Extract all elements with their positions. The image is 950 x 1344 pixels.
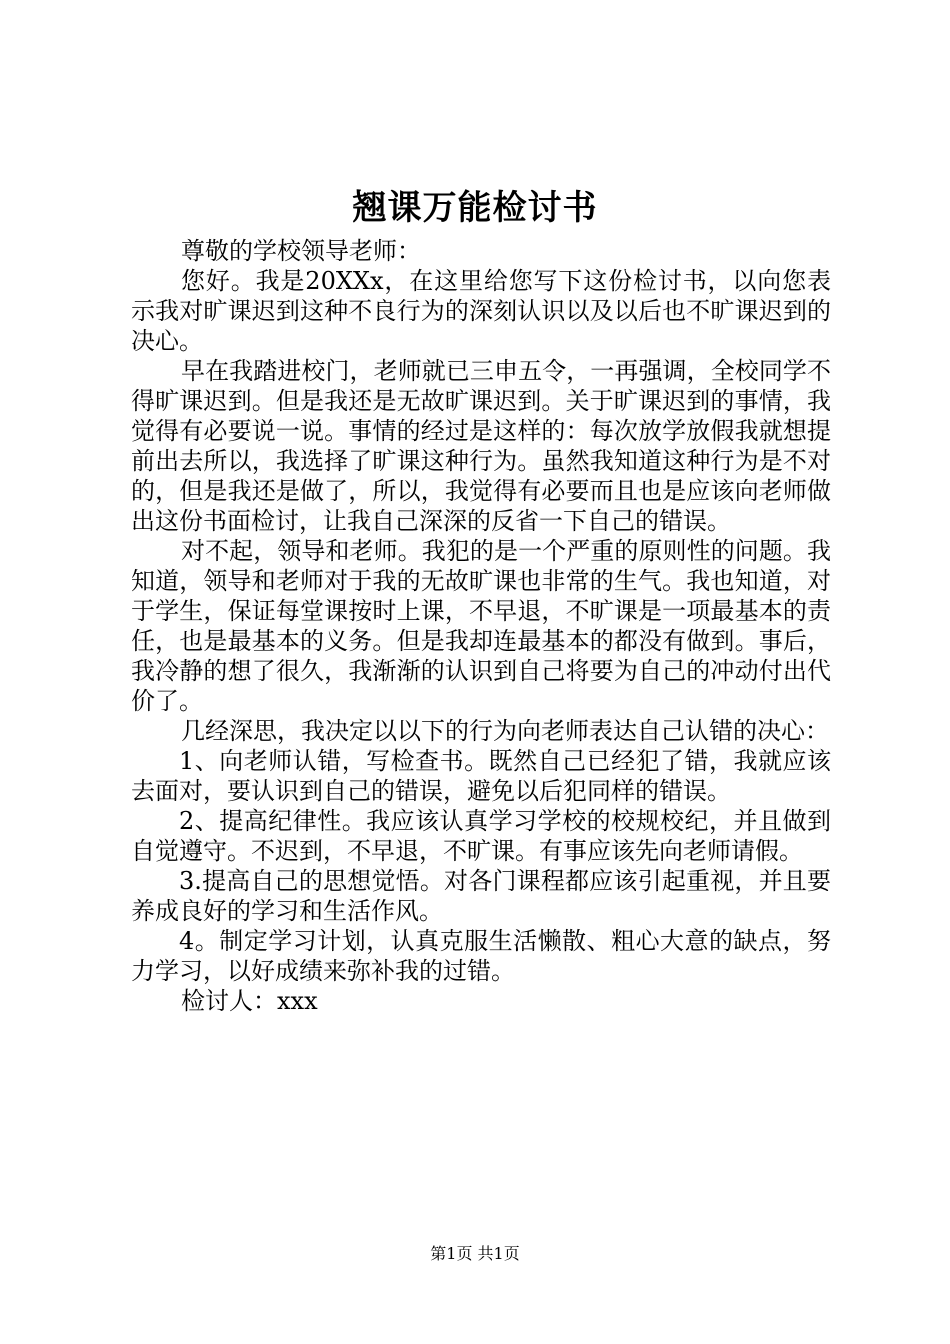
signature: 检讨人：xxx: [181, 987, 318, 1015]
list-item: 2、提高纪律性。我应该认真学习学校的校规校纪，并且做到自觉遵守。不迟到，不早退，不旷课。有事应该先向老师请假。: [131, 807, 831, 865]
list-item: 3.提高自己的思想觉悟。对各门课程都应该引起重视，并且要养成良好的学习和生活作风。: [131, 867, 831, 925]
document-body: [131, 236, 831, 1016]
paragraph-background: 早在我踏进校门，老师就已三申五令，一再强调，全校同学不得旷课迟到。但是我还是无故旷课迟到。关于旷课迟到的事情，我觉得有必要说一说。事情的经过是这样的：每次放学放假我就想提前出去所以，我选择了旷课这种行为。虽然我知道这种行为是不对的，但是我还是做了，所以，我觉得有必要而且也是应该向老师做出这份书面检讨，让我自己深深的反省一下自己的错误。: [131, 357, 831, 535]
page-number-footer: 第1页 共1页: [430, 1244, 520, 1263]
list-item: 4。制定学习计划，认真克服生活懒散、粗心大意的缺点，努力学习，以好成绩来弥补我的过错。: [131, 927, 831, 985]
paragraph-resolution-intro: 几经深思，我决定以以下的行为向老师表达自己认错的决心：: [181, 717, 829, 745]
paragraph-apology: 对不起，领导和老师。我犯的是一个严重的原则性的问题。我知道，领导和老师对于我的无故旷课也非常的生气。我也知道，对于学生，保证每堂课按时上课，不早退，不旷课是一项最基本的责任，也是最基本的义务。但是我却连最基本的都没有做到。事后，我冷静的想了很久，我渐渐的认识到自己将要为自己的冲动付出代价了。: [131, 537, 831, 715]
document-title: 翘课万能检讨书: [352, 188, 598, 228]
paragraph-greeting: 您好。我是20XXx，在这里给您写下这份检讨书，以向您表示我对旷课迟到这种不良行为的深刻认识以及以后也不旷课迟到的决心。: [131, 267, 831, 355]
salutation: 尊敬的学校领导老师：: [181, 237, 421, 265]
list-item: 1、向老师认错，写检查书。既然自己已经犯了错，我就应该去面对，要认识到自己的错误，避免以后犯同样的错误。: [131, 747, 831, 805]
